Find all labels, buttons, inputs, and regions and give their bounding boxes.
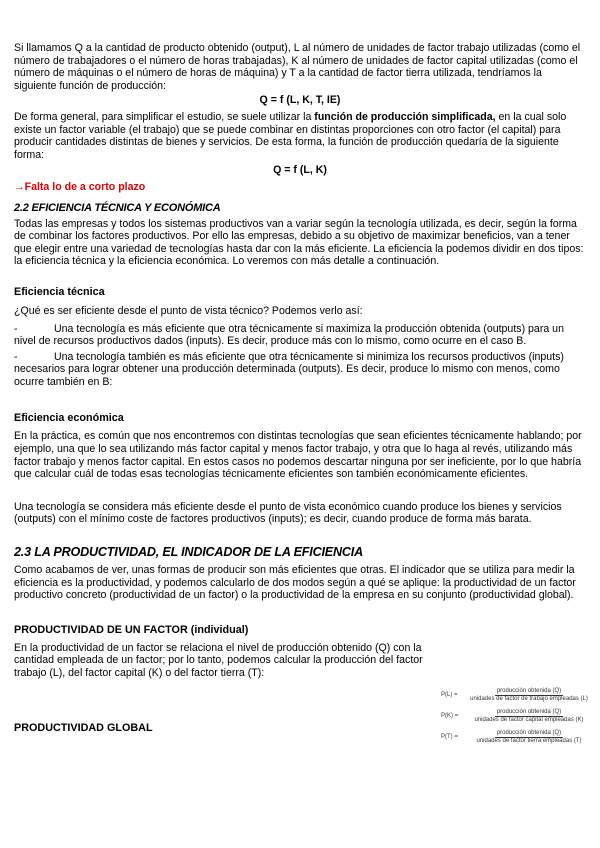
economica-paragraph-1: En la práctica, es común que nos encontremos con distintas tecnologías que sean eficientes técnicamente hablando; por ejemplo, una que lo sea utilizando más factor capital y menos factor trabajo, y otra que lo haga al revés, utilizando más factor trabajo y menos factor capital. En estos casos no podemos descartar ninguna por ser ineficiente, por lo que habría que calcular cuál de todas esas tecnologías técnicamente eficientes son también económicamente eficientes.	[14, 430, 582, 481]
formula-numerator: producción obtenida (Q)	[496, 688, 562, 694]
formula-denominator: unidades de factor de trabajo empleadas (L)	[470, 696, 588, 702]
formula-labor	[441, 688, 591, 703]
formula-denominator: unidades de factor capital empleadas (K)	[474, 717, 584, 723]
formula-fraction	[467, 709, 591, 724]
economica-heading: Eficiencia económica	[14, 412, 124, 425]
production-function-simple: Q = f (L, K)	[273, 164, 327, 177]
simplified-paragraph	[14, 111, 586, 161]
section-2-3-title: 2.3 LA PRODUCTIVIDAD, EL INDICADOR DE LA EFICIENCIA	[14, 545, 363, 560]
economica-paragraph-2: Una tecnología se considera más eficiente desde el punto de vista económico cuando produce los bienes y servicios (outputs) con el mínimo coste de factores productivos (inputs); es decir, cuando produce de forma más barata.	[14, 500, 562, 526]
bullet-dash: -	[14, 350, 18, 363]
formula-land	[441, 730, 591, 745]
bullet-first-line: Una tecnología es más eficiente que otra técnicamente si maximiza la producción obtenida (outputs) para un	[54, 322, 564, 335]
bullet-continuation: necesarios para lograr obtener una producción determinada (outputs). Es decir, produce lo mismo con menos, como ocurre también en B:	[14, 363, 560, 388]
tecnica-bullet-2	[14, 351, 586, 389]
formula-lhs: P(K) =	[441, 713, 459, 719]
document-page	[14, 42, 586, 735]
formula-lhs: P(T) =	[441, 734, 458, 740]
bullet-first-line: Una tecnología también es más eficiente que otra técnicamente si minimiza los recursos productivos (inputs)	[54, 350, 564, 363]
section-2-2-title: 2.2 EFICIENCIA TÉCNICA Y ECONÓMICA	[14, 201, 221, 214]
formula-fraction	[467, 730, 591, 745]
bullet-continuation: nivel de recursos productivos dados (inputs). Es decir, produce más con lo mismo, como ocurre en el caso B.	[14, 335, 527, 348]
formula-capital	[441, 709, 591, 724]
tecnica-question: ¿Qué es ser eficiente desde el punto de vista técnico? Podemos verlo así:	[14, 304, 363, 317]
bullet-dash: -	[14, 322, 18, 335]
factor-productivity-paragraph: En la productividad de un factor se relaciona el nivel de producción obtenido (Q) con la cantidad empleada de un factor; por lo tanto, podemos calcular la producción del factor trabajo (L), del factor capital (K) o del factor tierra (T):	[14, 641, 423, 679]
simplified-text-before: De forma general, para simplificar el estudio, se suele utilizar la	[14, 110, 315, 123]
formula-numerator: producción obtenida (Q)	[496, 709, 562, 715]
intro-paragraph: Si llamamos Q a la cantidad de producto obtenido (output), L al número de unidades de factor trabajo utilizadas (como el número de trabajadores o el número de horas trabajadas), K al número de unidades de factor capital utilizadas (como el número de máquinas o el número de horas de máquina) y T a la cantidad de factor tierra utilizada, tendríamos la siguiente función de producción:	[14, 42, 581, 92]
global-productivity-heading: PRODUCTIVIDAD GLOBAL	[14, 721, 153, 734]
tecnica-bullet-1	[14, 323, 586, 348]
tecnica-heading: Eficiencia técnica	[14, 285, 105, 298]
formula-fraction	[467, 688, 591, 703]
formula-denominator: unidades de factor tierra empleadas (T)	[476, 738, 582, 744]
section-2-3-paragraph: Como acabamos de ver, unas formas de producir son más eficientes que otras. El indicador que se utiliza para medir la eficiencia es la productividad, y podemos calcularlo de dos modos según a qué se aplique: la productividad de un factor productivo concreto (productividad de un factor) o la productividad de la empresa en su conjunto (productividad global).	[14, 564, 576, 602]
formula-numerator: producción obtenida (Q)	[496, 730, 562, 736]
formula-lhs: P(L) =	[441, 692, 458, 698]
pending-note: →Falta lo de a corto plazo	[14, 180, 146, 193]
production-function-full: Q = f (L, K, T, IE)	[259, 94, 341, 107]
productivity-formulas	[441, 688, 591, 751]
section-2-2-paragraph: Todas las empresas y todos los sistemas productivos van a variar según la tecnología utilizada, es decir, según la forma de combinar los factores productivos. Por ello las empresas, debido a su objetivo de maximizar beneficios, van a tener que elegir entre una variedad de tecnologías hasta dar con la más eficiente. La eficiencia la podemos dividir en dos tipos: la eficiencia técnica y la eficiencia económica. Lo veremos con más detalle a continuación.	[14, 217, 584, 268]
simplified-text-bold: función de producción simplificada,	[314, 110, 496, 123]
factor-productivity-heading: PRODUCTIVIDAD DE UN FACTOR (individual)	[14, 623, 249, 636]
simplified-text-after: en la cual solo existe un factor variable (el trabajo) que se puede combinar en distintas proporciones con otro factor (el capital) para producir cantidades distintas de bienes y servicios. De esta forma, la función de producción quedaría de la siguiente forma:	[14, 110, 567, 161]
